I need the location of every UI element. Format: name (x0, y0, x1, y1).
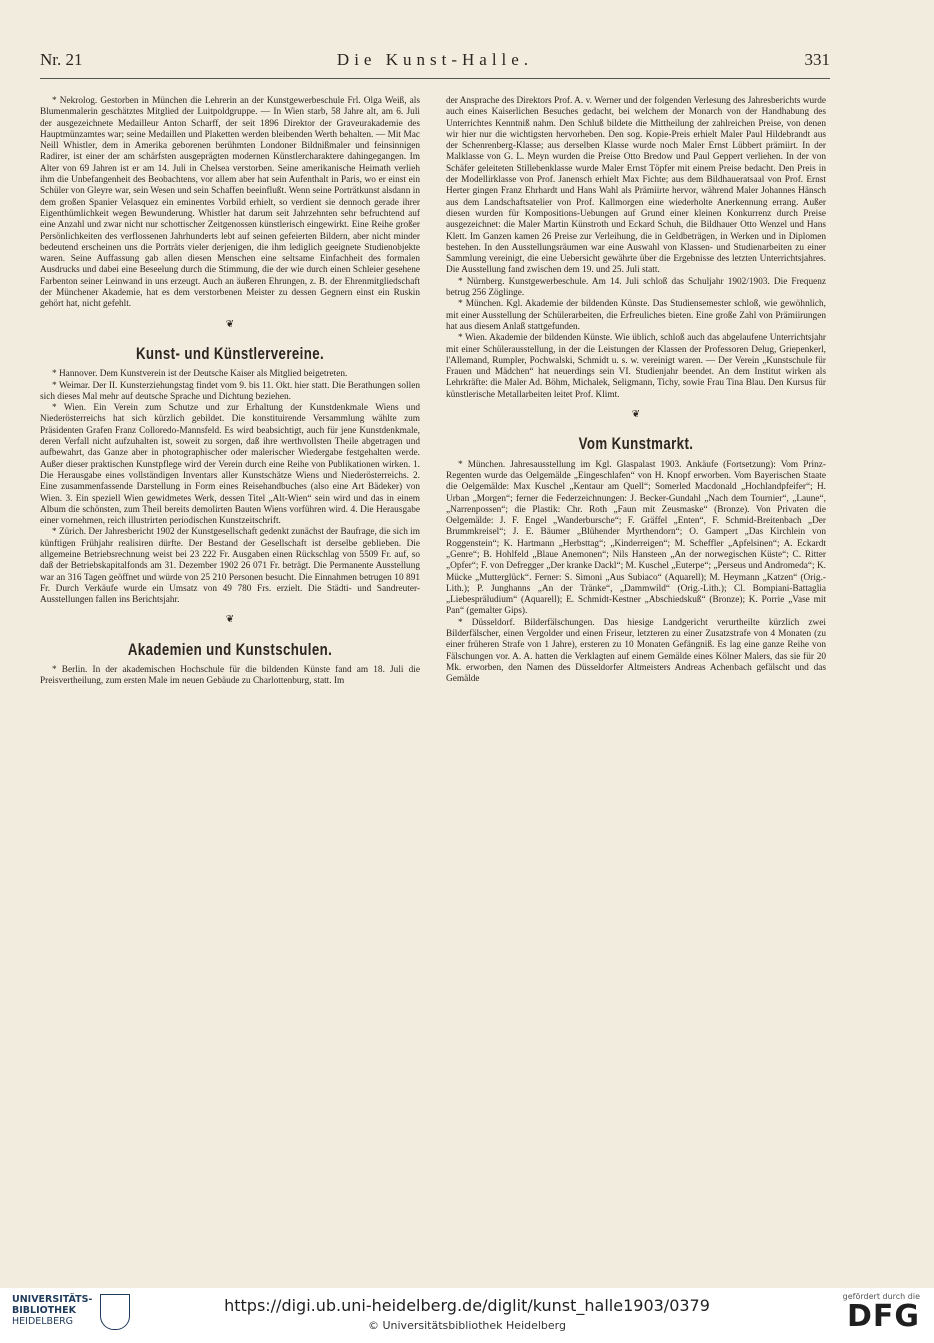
permalink-url[interactable]: https://digi.ub.uni-heidelberg.de/diglit/kunst_halle1903/0379 (224, 1296, 710, 1315)
paragraph-nekrolog: * Nekrolog. Gestorben in München die Lehrerin an der Kunstgewerbeschule Frl. Olga Weiß, als Blumenmalerin geschätztes Mitglied der Luitpoldgruppe. — In Wien starb, 58 Jahre alt, am 6. Juli der ausgezeichnete Medailleur Anton Scharff, der seit 1896 Direktor der Graveurakademie des Hauptmünzamtes war; seine Medaillen und Plaketten werden bleibenden Werth behalten. — Mit Mac Neill Whistler, dem in Amerika geborenen berühmten Londoner Bildnißmaler und feinsinnigen Radirer, ist einer der am schärfsten ausgeprägten modernen Künstlercharaktere dahingegangen. Im Alter von 69 Jahren ist er am 14. Juli in Chelsea verstorben. Seine amerikanische Heimath verlieh ihm die Unbefangenheit des Beobachtens, vor allem aber hat sein Aufenthalt in Paris, wo er einst ein Schüler von Gleyre war, sein Wesen und sein Schaffen beeinflußt. Wenn seine Porträtkunst alsdann in dem großen Spanier Velasquez ein eminentes Vorbild erhielt, so verdient sie dennoch gerade ihrer Eigenthümlichkeit wegen Bewunderung. Whistler hat darum seit Jahrzehnten sehr befruchtend auf eine Anzahl und zwar nicht nur schottischer Zeitgenossen künstlerisch eingewirkt. Eine Reihe großer Persönlichkeiten des verflossenen Jahrhunderts lebt auf seinen gefeierten Bildern, aber nicht minder bedeutend erscheinen uns die Porträts vieler derjenigen, die ihm lediglich geeignete Studienobjekte waren. Seine Auffassung gab allen diesen Menschen eine seltsame Einfachheit des formalen Ausdrucks und dabei eine Beseelung durch die Stimmung, die der wie durch einen Schleier gesehene Farbenton seiner Leinwand in uns erzeugt. Auch an äußeren Ehrungen, z. B. der Ehrenmitgliedschaft der Münchener Akademie, hat es dem verstorbenen Meister zu dessen Gegnern einst ein Ruskin gehört hat, nicht gefehlt. (40, 96, 420, 310)
copyright-notice: © Universitätsbibliothek Heidelberg (367, 1319, 566, 1332)
section-heading-kunstvereine: Kunst- und Künstlervereine. (135, 343, 325, 363)
funded-by-text: gefördert durch die (842, 1292, 920, 1301)
journal-title: Die Kunst-Halle. (336, 50, 534, 69)
section-heading-akademien: Akademien und Kunstschulen. (127, 639, 333, 659)
paragraph-wien: * Wien. Ein Verein zum Schutze und zur Erhaltung der Kunstdenkmale Wiens und Niederösterreichs hat sich kürzlich gebildet. Die konstituirende Versammlung wählte zum Präsidenten Grafen Franz Colloredo-Mannsfeld. Es wird beabsichtigt, auch für jene Kunstdenkmale, deren Verfall nicht aufzuhalten ist, soweit zu sorgen, daß ihre werthvollsten Theile abgetragen und aufbewahrt, das Ganze aber in photographischer oder malerischer Wiedergabe festgehalten werde. Außer dieser praktischen Kunstpflege wird der Verein durch eine Reihe von Publikationen wirken. 1. Die Herausgabe eines vollständigen Inventars aller Kunstschätze Wiens und Niederösterreichs. 2. Eine zusammenfassende Darstellung in Form eines Reisehandbuches (also eine Art Bädeker) von Wien. 3. Ein speziell Wien gewidmetes Werk, dessen Titel „Alt-Wien“ sein wird und das in einem Album die schönsten, zum Theil bereits demolirten Bauten Wiens vorführen wird. 4. Die Herausgabe einer vornehmen, reich illustrirten periodischen Kunstzeitschrift. (40, 403, 420, 527)
library-name-line1: UNIVERSITÄTS- (12, 1294, 93, 1305)
paragraph-berlin-continued: der Ansprache des Direktors Prof. A. v. Werner und der folgenden Verlesung des Jahresberichts wurde auch eines Kaiserlichen Besuches gedacht, bei welchem der Monarch von der Handhabung des Unterrichtes Kenntniß nahm. Den Schluß bildete die Mittheilung der zahlreichen Preise, von denen wir hier nur die wichtigsten hervorheben. Den sog. Kopie-Preis erhielt Maler Paul Hildebrandt aus der Schenrenberg-Klasse; aus derselben Klasse wurde noch Maler Ernst Lübbert prämiirt. In der Malklasse von G. L. Meyn wurden die Preise Otto Bredow und Paul Geppert verliehen. In der von Schäfer geleiteten Stillebenklasse wurde Maler Ernst Töpfer mit einem Preise bedacht. Den Preis in der Modellirklasse von Prof. Janensch erhielt Max Fichte; aus dem Bildhaueratsaal von Prof. Ernst Herter gingen Franz Ehrhardt und Hans Wahl als Prämiirte hervor, während Maler Johannes Hänsch aus dem Landschaftsatelier von Prof. Kallmorgen eine wiederholte Anerkennung errang. Außer diesen wurden für Kompositions-Uebungen auf Grund einer kleinen Konkurrenz durch Preise ausgezeichnet: die Maler Martin Künstroth und Eckard Schuh, die Bildhauer Otto Wenzel und Hans Klett. Im Ganzen kamen 26 Preise zur Verleihung, die in Geldbeträgen, in Werken und in Diplomen bestehen. In den Ausstellungsräumen war eine Auswahl von Klassen- und Studienarbeiten zu einer Sammlung vereinigt, die eine Uebersicht gewährte über die Ergebnisse des letzten Unterrichtsjahres. Die Ausstellung fand zwischen dem 19. und 25. Juli statt. (446, 96, 826, 276)
ornament-icon: ❦ (631, 409, 641, 421)
paragraph-weimar: * Weimar. Der II. Kunsterziehungstag findet vom 9. bis 11. Okt. hier statt. Die Berathungen sollen sich dieses Mal mehr auf deutsche Sprache und Dichtung beziehen. (40, 380, 420, 402)
running-header (40, 50, 830, 74)
ornament-icon: ❦ (225, 614, 235, 626)
header-rule (40, 78, 830, 79)
paragraph-muenchen-akademie: * München. Kgl. Akademie der bildenden Künste. Das Studiensemester schloß, wie gewöhnlich, mit einer Ausstellung der Schülerarbeiten, die Erfreuliches bieten. Eine große Zahl von Prämiirungen hat aus diesem Anlaß stattgefunden. (446, 299, 826, 332)
dfg-text: DFG (846, 1299, 920, 1334)
library-name-line2: BIBLIOTHEK (12, 1305, 76, 1316)
paragraph-zuerich: * Zürich. Der Jahresbericht 1902 der Kunstgesellschaft gedenkt zunächst der Baufrage, die sich im künftigen Frühjahr realisiren dürfte. Der Bestand der Gesellschaft ist derselbe geblieben. Die allgemeine Betriebsrechnung weist bei 23 222 Fr. Ausgaben einen Rückschlag von 5509 Fr. auf, so daß der Betriebskapitalfonds am 31. Dezember 1902 26 071 Fr. beträgt. Die Permanente Ausstellung war an 316 Tagen geöffnet und würde von 25 210 Personen besucht. Die Einnahmen betrugen 10 891 Fr. Durch Verkäufe wurde ein Umsatz von 49 780 Frs. erzielt. Die Städti- und Sandreuter-Ausstellungen fallen ins Berichtsjahr. (40, 527, 420, 606)
viewer-footer (0, 1288, 934, 1343)
left-column (40, 96, 420, 688)
paragraph-wien-akademie: * Wien. Akademie der bildenden Künste. Wie üblich, schloß auch das abgelaufene Unterrichtsjahr mit einer Schülerausstellung, in der die Leistungen der Klassen der Professoren Delug, Griepenkerl, l'Allemand, Rumpler, Pochwalski, Schmidt u. s. w. vereinigt waren. — Der Verein „Kunstschule für Frauen und Mädchen“ hat neuerdings sein VI. Studienjahr beendet. An dem Institut wirken als Lehrkräfte: die Maler Ad. Böhm, Michalek, Seligmann, Tichy, sowie Frau Tina Blau. Den Kursus für künstlerische Metallarbeiten leitet Prof. Klimt. (446, 333, 826, 400)
library-name-line3: HEIDELBERG (12, 1316, 74, 1327)
paragraph-duesseldorf: * Düsseldorf. Bilderfälschungen. Das hiesige Landgericht verurtheilte kürzlich zwei Bilderfälscher, einen Vergolder und einen Friseur, letzteren zu einer Zusatzstrafe von 4 Monaten (zu einer früheren Strafe von 1 Jahre), ersteren zu 10 Monaten Gefängniß. Es lag eine ganze Reihe von Fälschungen vor. A. A. hatten die Verklagten auf einem Gemälde eines Kölner Malers, das sie für 20 Mk. erworben, den Namen des Düsseldorfer Altmeisters Andreas Achenbach gefälscht und das Gemälde (446, 617, 826, 685)
dfg-logo[interactable] (843, 1292, 920, 1333)
paragraph-hannover: * Hannover. Dem Kunstverein ist der Deutsche Kaiser als Mitglied beigetreten. (52, 369, 348, 380)
paragraph-berlin: * Berlin. In der akademischen Hochschule für die bildenden Künste fand am 18. Juli die Preisvertheilung, zum ersten Male im neuen Gebäude zu Charlottenburg, statt. Im (40, 665, 420, 687)
page-number: 331 (804, 50, 830, 69)
paragraph-nuernberg: * Nürnberg. Kunstgewerbeschule. Am 14. Juli schloß das Schuljahr 1902/1903. Die Frequenz betrug 256 Zöglinge. (446, 276, 826, 299)
right-column (446, 96, 826, 686)
section-heading-kunstmarkt: Vom Kunstmarkt. (578, 434, 694, 454)
issue-number: Nr. 21 (40, 50, 83, 69)
ornament-icon: ❦ (225, 318, 235, 330)
paragraph-muenchen-glaspalast: * München. Jahresausstellung im Kgl. Glaspalast 1903. Ankäufe (Fortsetzung): Vom Prinz-Regenten wurde das Oelgemälde „Eingeschlafen“ von H. Knopf erworben. Vom Bayerischen Staate die Oelgemälde: Max Kuschel „Kentaur am Quell“; Somerled Macdonald „Hochlandpfeifer“; H. Urban „Morgen“; ferner die Federzeichnungen: J. Becker-Gundahl „Nach dem Tournier“, „Laune“, „Narrenpossen“; die Plastik: Chr. Roth „Faun mit Zeusmaske“ (Bronze). Von Privaten die Oelgemälde: J. F. Engel „Wanderbursche“; F. Gräffel „Enten“, F. Schmid-Breitenbach „Der Brummkreisel“; J. E. Bäumer „Blühender Myrthendorn“; O. Gampert „Das Kirchlein von Roggenstein“; K. Hartmann „Herbsttag“; „Kinderreigen“; M. Scheffler „Apfelsinen“; A. Eckardt „Genre“; B. Hohlfeld „Blaue Anemonen“; Nils Hansteen „An der norwegischen Küste“; C. Ritter „Opfer“; F. von Defregger „Der kranke Dackl“; M. Kuschel „Euterpe“; „Perseus und Andromeda“; K. Mücke „Mutterglück“. Ferner: S. Simoni „Aus Subiaco“ (Aquarell); M. Heymann „Katzen“ (Orig.-Lith.); P. Junghanns „An der Tränke“, „Dammwild“ (Orig.-Lith.); Cl. Bompiani-Battaglia „Liebespräludium“ (Aquarell); E. Schmidt-Kestner „Abschiedskuß“ (Bronze); K. Porrie „Vase mit Pan“ (gemalter Gips). (446, 459, 826, 617)
